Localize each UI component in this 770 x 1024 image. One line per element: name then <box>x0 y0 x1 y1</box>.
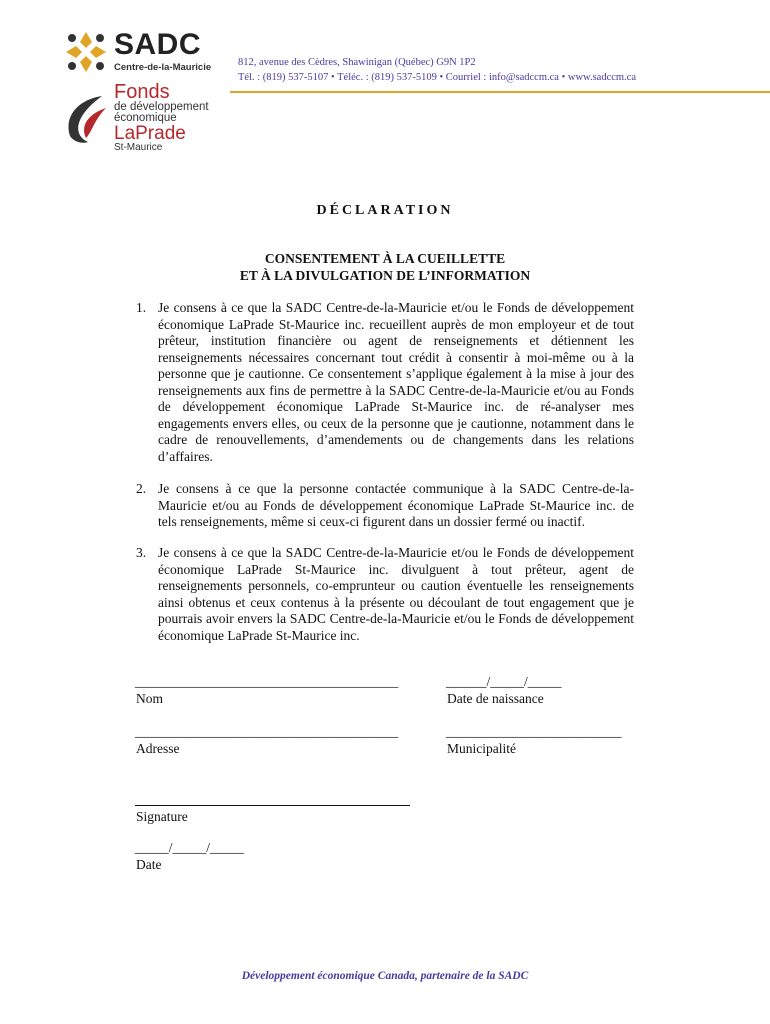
document-subtitle-2: ET À LA DIVULGATION DE L’INFORMATION <box>239 268 531 283</box>
signature-field-line[interactable] <box>135 805 410 806</box>
signature-label: Signature <box>136 809 188 824</box>
date-naissance-label: Date de naissance <box>447 691 544 706</box>
fonds-logo <box>62 82 212 152</box>
sadc-logo <box>62 26 212 82</box>
footer-text: Développement économique Canada, partenaire de la SADC <box>241 970 529 982</box>
item-text: Je consens à ce que la SADC Centre-de-la-Mauricie et/ou le Fonds de développement économique LaPrade St-Maurice inc. divulguent à tout prêteur, agent de renseignements personnels, co-emprunteur ou caution éventuelle les renseignements ainsi obtenus et ceux contenus à la présente ou découlant de tout engagement que je pourrais avoir envers la SADC Centre-de-la-Mauricie et/ou le Fonds de développement économique LaPrade St-Maurice inc. <box>158 545 634 643</box>
municipalite-label: Municipalité <box>447 741 516 756</box>
fonds-logo-line2: de développement <box>114 101 209 113</box>
declaration-item-2 <box>136 481 634 531</box>
item-number: 3. <box>136 545 147 560</box>
fonds-logo-line3: économique <box>114 112 177 124</box>
address-line-2: Tél. : (819) 537-5107 • Téléc. : (819) 537-5109 • Courriel : info@sadccm.ca • www.sadccm.ca <box>238 72 637 83</box>
header-rule <box>230 91 770 93</box>
nom-field-line[interactable]: _______________________________________ <box>135 674 399 689</box>
declaration-item-1 <box>136 300 634 465</box>
adresse-label: Adresse <box>136 741 180 756</box>
date-naissance-field-line[interactable]: ______/_____/_____ <box>446 674 562 689</box>
item-number: 1. <box>136 300 147 315</box>
nom-label: Nom <box>136 691 163 706</box>
document-title: DÉCLARATION <box>316 203 454 218</box>
item-text: Je consens à ce que la personne contactée communique à la SADC Centre-de-la-Mauricie et/ou au Fonds de développement économique LaPrade St-Maurice inc. de tels renseignements, même si ceux-ci figurent dans un dossier fermé ou inactif. <box>158 481 634 529</box>
sadc-logo-name: SADC <box>114 28 202 61</box>
adresse-field-line[interactable]: _______________________________________ <box>135 724 399 739</box>
fonds-swoosh-icon <box>62 92 110 146</box>
sadc-logo-sub: Centre-de-la-Mauricie <box>114 62 212 73</box>
declaration-item-3 <box>136 545 634 644</box>
document-subtitle-1: CONSENTEMENT À LA CUEILLETTE <box>264 251 506 266</box>
municipalite-field-line[interactable]: __________________________ <box>446 724 622 739</box>
address-line-1: 812, avenue des Cèdres, Shawinigan (Québec) G9N 1P2 <box>238 57 476 68</box>
item-text: Je consens à ce que la SADC Centre-de-la-Mauricie et/ou le Fonds de développement économique LaPrade St-Maurice inc. recueillent auprès de mon employeur et de tout prêteur, institution financière ou agent de renseignements et détiennent les renseignements nécessaires concernant tout crédit à consentir à moi-même ou à la personne que je cautionne. Ce consentement s’applique également à la mise à jour des renseignements aux fins de permettre à la SADC Centre-de-la-Mauricie et/ou au Fonds de développement économique LaPrade St-Maurice inc. de ré-analyser mes engagements envers elles, ou ceux de la personne que je cautionne, notamment dans le cadre de renouvellements, d’amendements ou de changements dans les relations d’affaires. <box>158 300 634 464</box>
item-number: 2. <box>136 481 147 496</box>
sadc-pinwheel-icon <box>62 28 110 76</box>
fonds-logo-line4: LaPrade <box>114 123 186 144</box>
fonds-logo-line1: Fonds <box>114 81 170 103</box>
date-label: Date <box>136 857 162 872</box>
date-field-line[interactable]: _____/_____/_____ <box>135 840 244 855</box>
fonds-logo-line5: St-Maurice <box>114 142 163 153</box>
